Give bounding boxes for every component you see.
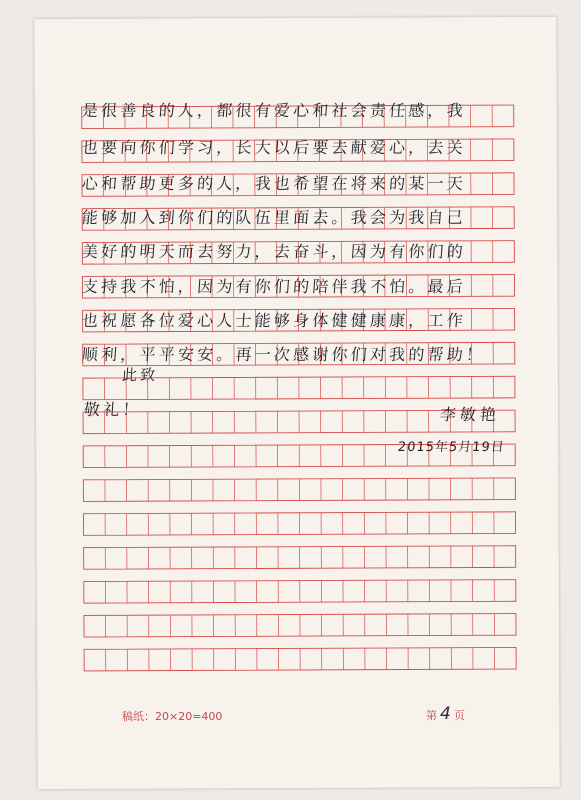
page-indicator <box>426 704 465 724</box>
closing-salutation: 此致 <box>121 366 160 384</box>
paper-spec-label: 稿纸：20×20=400 <box>122 710 223 723</box>
letter-date: 2015年5月19日 <box>397 440 506 455</box>
page-prefix: 第 <box>426 709 437 722</box>
closing-regards: 敬礼！ <box>83 400 143 419</box>
page-suffix: 页 <box>453 709 465 722</box>
letter-line: 能够加入到你们的队伍里面去。我会为我自己 <box>81 208 467 227</box>
signature: 李敏艳 <box>438 405 501 424</box>
letter-line: 心和帮助更多的人，我也希望在将来的某一天 <box>81 174 467 193</box>
letter-line: 也祝愿各位爱心人士能够身体健健康康，工作 <box>81 311 467 330</box>
letter-line: 顺利，平平安安。再一次感谢你们对我的帮助！ <box>81 345 486 364</box>
letter-line: 美好的明天而去努力，去奋斗，因为有你们的 <box>81 242 467 261</box>
letter-line: 也要向你们学习，长大以后要去献爱心，去关 <box>81 138 467 157</box>
letter-line: 是很善良的人，都很有爱心和社会责任感，我 <box>81 101 467 120</box>
page-number: 4 <box>440 704 451 724</box>
letter-line: 支持我不怕，因为有你们的陪伴我不怕。最后 <box>81 277 467 296</box>
